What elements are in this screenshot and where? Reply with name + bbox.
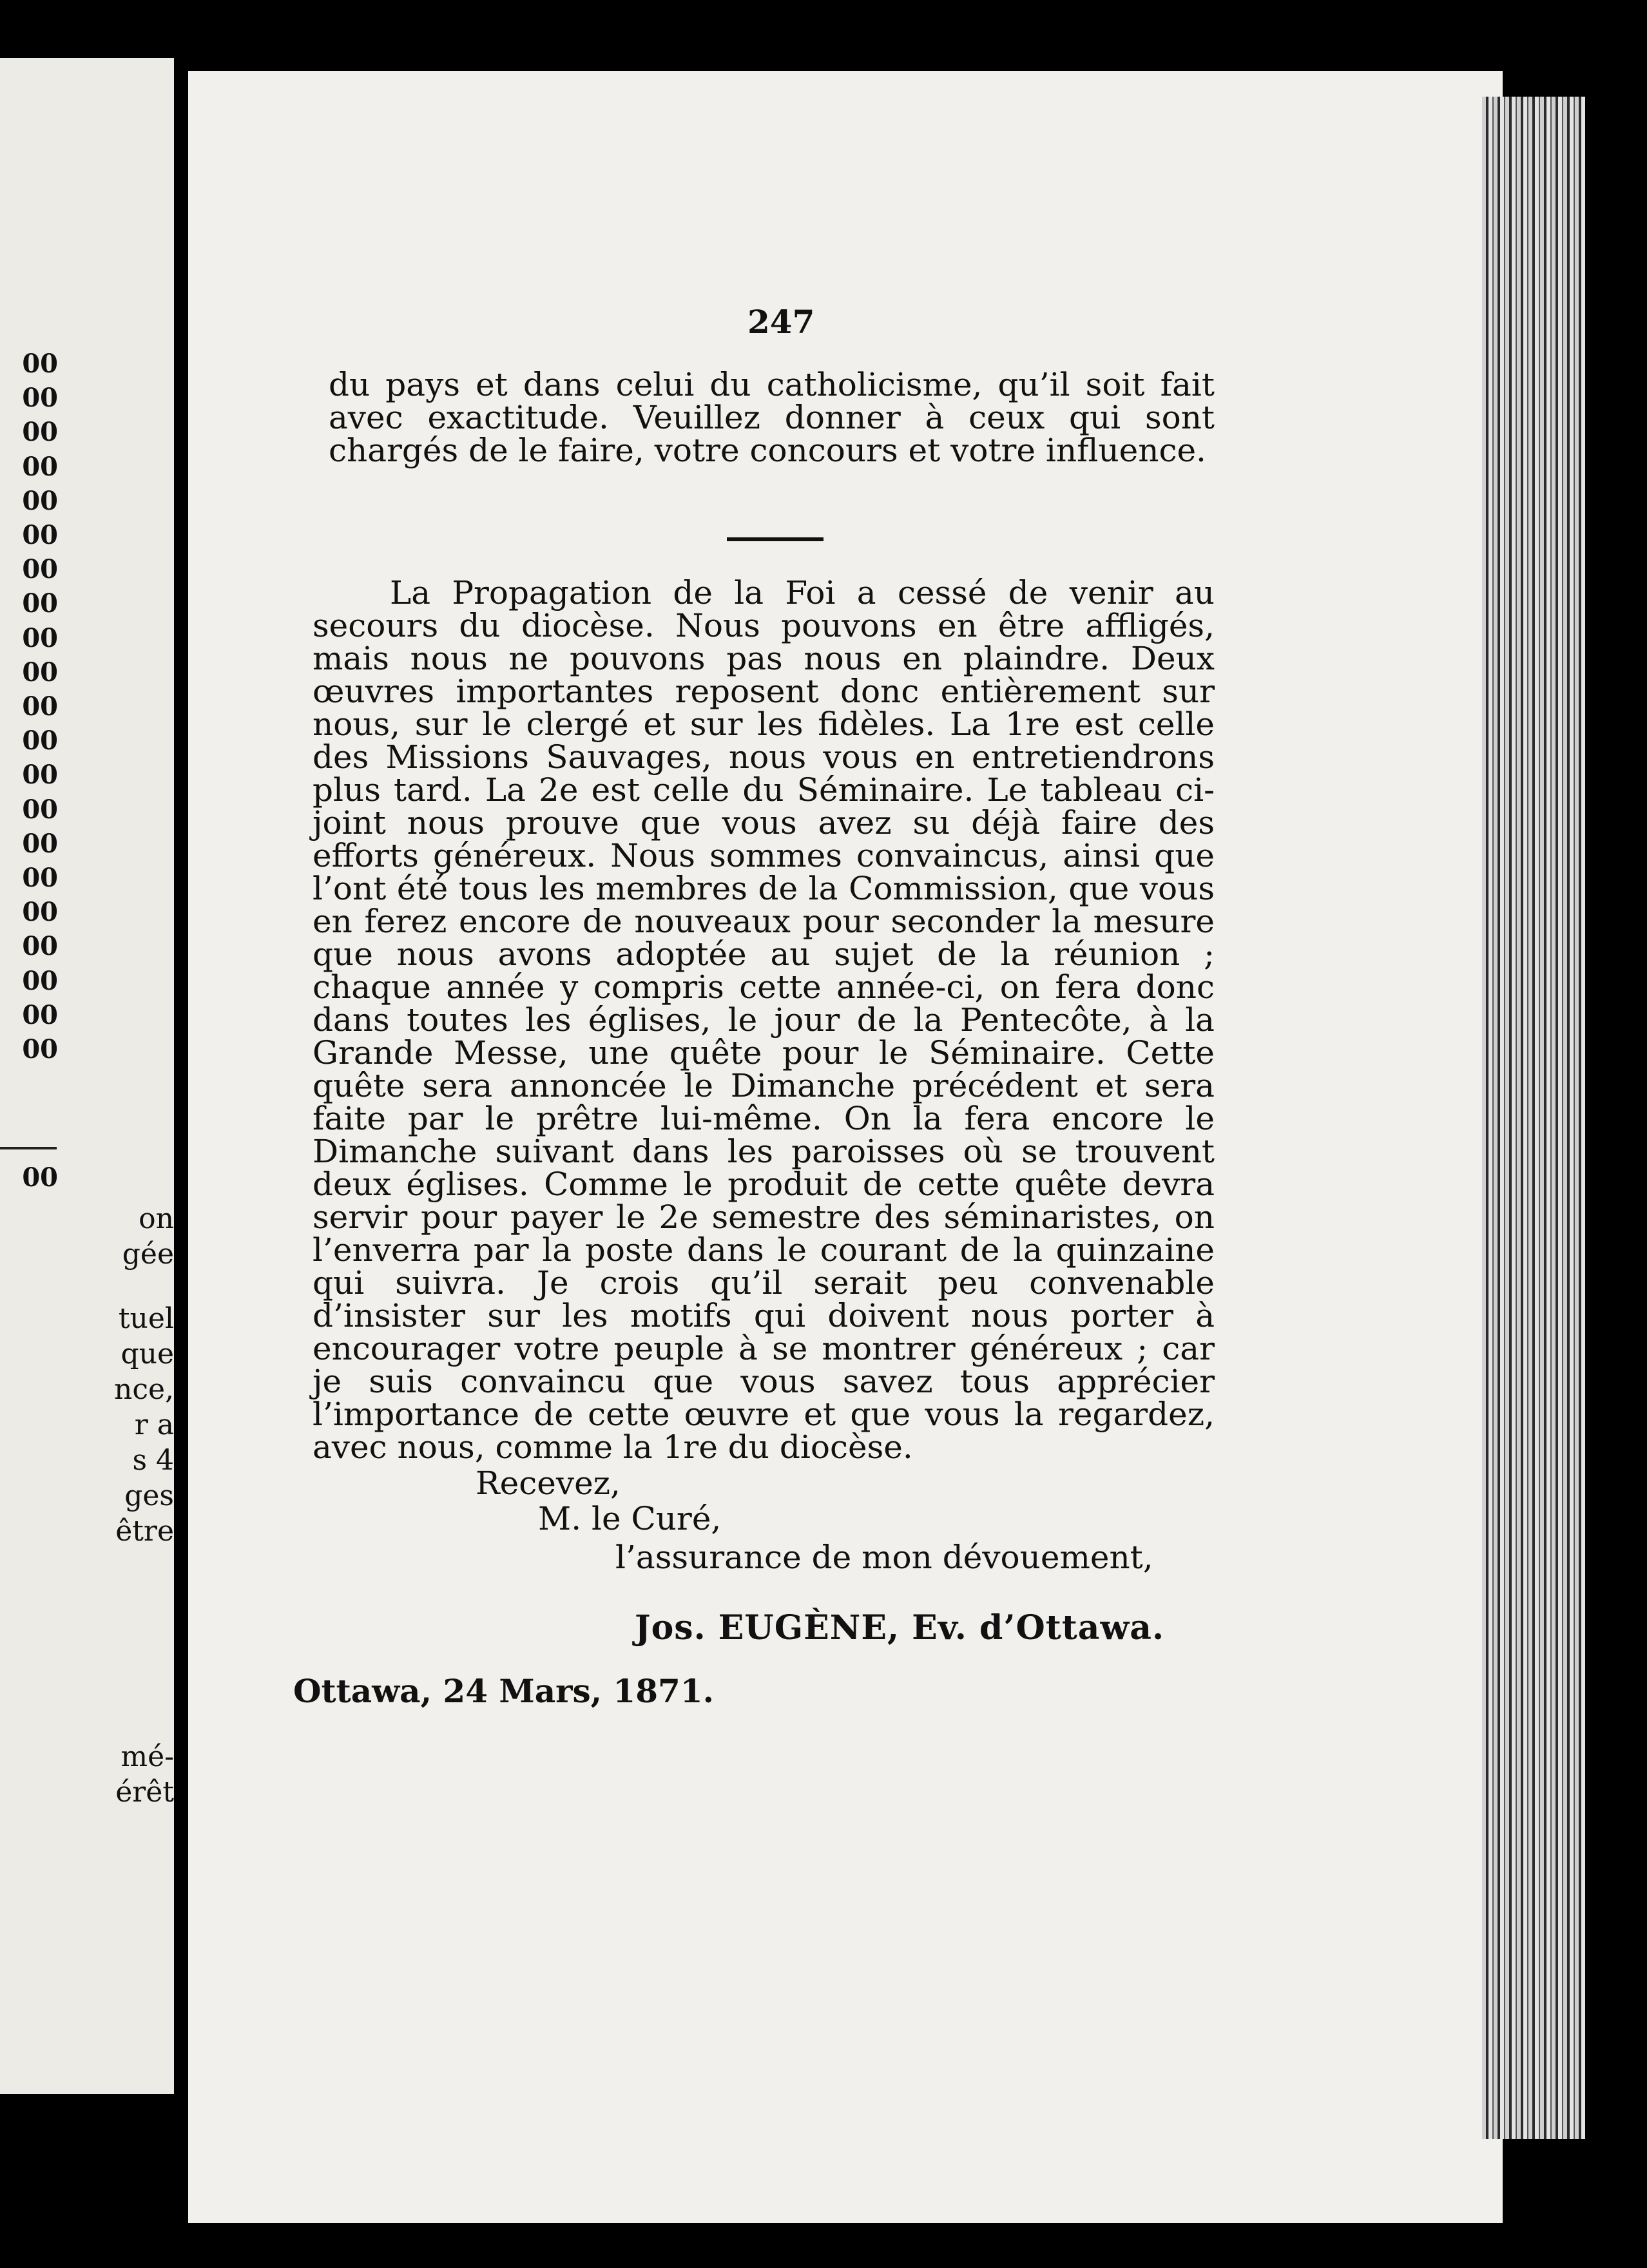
text-fragment: nce,: [113, 1373, 174, 1406]
amount-cell: 00: [22, 691, 58, 722]
page-number: 247: [747, 303, 815, 341]
amount-cell: 00: [22, 794, 58, 825]
amount-cell: 00: [22, 622, 58, 653]
text-fragment: ges: [124, 1479, 174, 1512]
amount-cell: 00: [22, 588, 58, 619]
amount-cell: 00: [22, 897, 58, 928]
total-rule: [0, 1147, 57, 1149]
text-fragment: tuel: [118, 1302, 174, 1335]
amount-cell: 00: [22, 383, 58, 414]
amount-cell: 00: [22, 965, 58, 996]
section-rule: [727, 537, 824, 541]
amount-cell: 00: [22, 999, 58, 1030]
amount-cell: 00: [22, 485, 58, 516]
amount-cell: 00: [22, 931, 58, 962]
text-fragment: mé-: [120, 1740, 174, 1773]
amount-cell: 00: [22, 349, 58, 379]
amount-cell: 00: [22, 657, 58, 687]
signature: Jos. EUGÈNE, Ev. d’Ottawa.: [635, 1608, 1165, 1648]
left-page-fragment: [0, 58, 174, 2094]
closing-line-1: Recevez,: [476, 1465, 621, 1502]
date-line: Ottawa, 24 Mars, 1871.: [293, 1672, 715, 1710]
paragraph-main: La Propagation de la Foi a cessé de venir au secours du diocèse. Nous pouvons en être affligés, mais nous ne pouvons pas nous en plaindre. Deux œuvres importantes reposent donc entièrement sur nous, sur le clergé et sur les fidèles. La 1re est celle des Missions Sauvages, nous vous en entretiendrons plus tard. La 2e est celle du Séminaire. Le tableau ci-joint nous prouve que vous avez su déjà faire des efforts généreux. Nous sommes convaincus, ainsi que l’ont été tous les membres de la Commission, que vous en ferez encore de nouveaux pour seconder la mesure que nous avons adoptée au sujet de la réunion ; chaque année y compris cette année-ci, on fera donc dans toutes les églises, le jour de la Pentecôte, à la Grande Messe, une quête pour le Séminaire. Cette quête sera annoncée le Dimanche précédent et sera faite par le prêtre lui-même. On la fera encore le Dimanche suivant dans les paroisses où se trouvent deux églises. Comme le produit de cette quête devra servir pour payer le 2e semestre des séminaristes, on l’enverra par la poste dans le courant de la quinzaine qui suivra. Je crois qu’il serait peu convenable d’insister sur les motifs qui doivent nous porter à encourager votre peuple à se montrer généreux ; car je suis convaincu que vous savez tous apprécier l’importance de cette œuvre et que vous la regardez, avec nous, comme la 1re du diocèse.: [313, 574, 1215, 1466]
text-fragment: r a: [134, 1408, 174, 1441]
amount-total: 00: [22, 1162, 58, 1193]
text-fragment: on: [139, 1202, 174, 1235]
amount-cell: 00: [22, 863, 58, 893]
amount-cell: 00: [22, 1034, 58, 1064]
text-fragment: être: [115, 1515, 174, 1548]
text-fragment: gée: [122, 1238, 174, 1271]
closing-line-2: M. le Curé,: [538, 1500, 722, 1537]
amount-cell: 00: [22, 760, 58, 791]
amount-cell: 00: [22, 451, 58, 482]
page-edge: [1482, 97, 1585, 2139]
text-fragment: s 4: [132, 1444, 174, 1477]
amount-cell: 00: [22, 828, 58, 859]
paragraph-continuation: du pays et dans celui du catholicisme, qu’il soit fait avec exactitude. Veuillez donner à ceux qui sont chargés de le faire, votre concours et votre influence.: [329, 366, 1215, 469]
amount-cell: 00: [22, 554, 58, 585]
text-fragment: que: [120, 1338, 174, 1370]
closing-line-3: l’assurance de mon dévouement,: [615, 1539, 1153, 1576]
amount-cell: 00: [22, 726, 58, 756]
text-fragment: érêt: [115, 1776, 174, 1809]
amount-cell: 00: [22, 417, 58, 448]
amount-cell: 00: [22, 520, 58, 550]
